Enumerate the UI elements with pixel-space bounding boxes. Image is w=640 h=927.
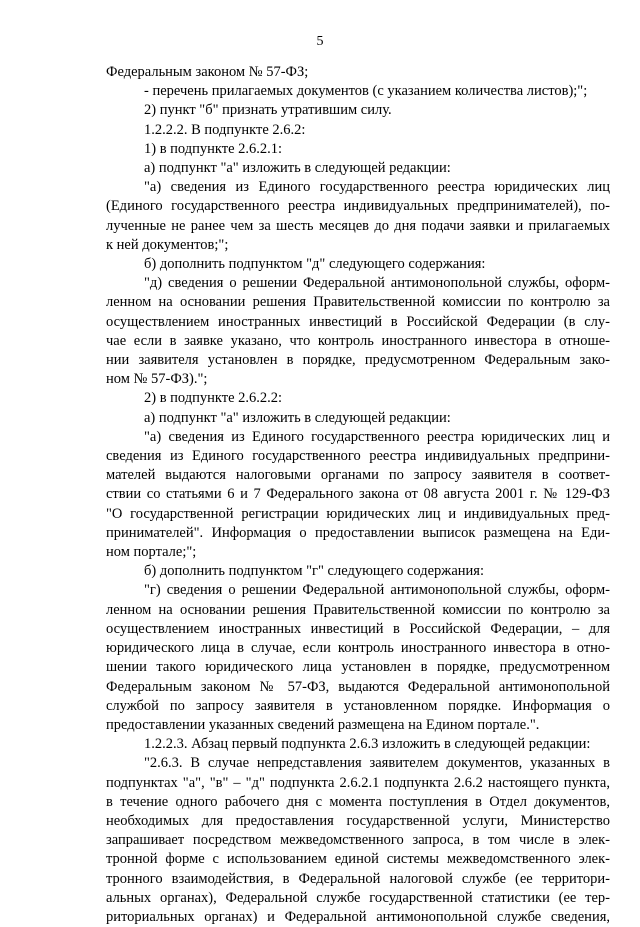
page-number: 5 — [316, 34, 324, 49]
text-line: осуществлением иностранных инвестиций в Российской Федерации (в слу- — [106, 313, 610, 330]
text-line: "О государственной регистрации юридических лиц и индивидуальных пред- — [106, 505, 610, 522]
text-line: "г) сведения о решении Федеральной антимонопольной службы, оформ- — [144, 582, 610, 599]
document-body — [106, 63, 610, 927]
text-line: Федеральным законом № 57-ФЗ, выдаются Федеральной антимонопольной — [106, 678, 610, 695]
text-line: ном портале;"; — [106, 544, 197, 561]
text-line: ленном на основании решения Правительственной комиссии по контролю за — [106, 294, 610, 311]
text-line: б) дополнить подпунктом "д" следующего содержания: — [144, 256, 486, 273]
text-line: принимателей". Информация о предоставлении выписок размещена на Еди- — [106, 524, 610, 541]
text-line: 1) в подпункте 2.6.2.1: — [144, 140, 283, 157]
text-line: а) подпункт "а" изложить в следующей редакции: — [144, 409, 451, 426]
text-line: а) подпункт "а" изложить в следующей редакции: — [144, 160, 451, 177]
text-line: лученные не ранее чем за шесть месяцев до дня подачи заявки и прилагаемых — [106, 217, 610, 234]
text-line: "а) сведения из Единого государственного реестра юридических лиц и — [144, 428, 610, 445]
text-line: запрашивает посредством межведомственного запроса, в том числе в элек- — [106, 832, 610, 849]
text-line: предоставлении указанных сведений размещена на Едином портале.". — [106, 716, 540, 733]
text-line: подпунктах "а", "в" – "д" подпункта 2.6.2.1 подпункта 2.6.2 настоящего пункта, — [106, 774, 610, 791]
text-line: б) дополнить подпунктом "г" следующего содержания: — [144, 563, 484, 580]
text-line: шении такого юридического лица установлен в порядке, предусмотренном — [106, 659, 610, 676]
text-line: необходимых для предоставления государственной услуги, Министерство — [106, 812, 610, 829]
text-line: (Единого государственного реестра индивидуальных предпринимателей), по- — [106, 198, 610, 215]
text-line: нии заявителя установлен в порядке, предусмотренном Федеральным зако- — [106, 352, 610, 369]
text-line: в течение одного рабочего дня с момента поступления в Отдел документов, — [106, 793, 610, 810]
text-line: осуществлением иностранных инвестиций в Российской Федерации, – для — [106, 620, 610, 637]
text-line: мателей выдаются налоговыми органами по запросу заявителя в соответ- — [106, 467, 610, 484]
text-line: альных органах), Федеральной службе государственной статистики (ее тер- — [106, 889, 610, 906]
text-line: к ней документов;"; — [106, 236, 229, 253]
text-line: 2) пункт "б" признать утратившим силу. — [144, 102, 392, 119]
text-line: сведения из Единого государственного реестра индивидуальных предприни- — [106, 448, 610, 465]
text-line: "2.6.3. В случае непредставления заявителем документов, указанных в — [144, 755, 610, 772]
text-line: тронного взаимодействия, в Федеральной налоговой службе (ее территори- — [106, 870, 610, 887]
text-line: ном № 57-ФЗ)."; — [106, 371, 208, 388]
text-line: 1.2.2.2. В подпункте 2.6.2: — [144, 121, 306, 138]
text-line: ствии со статьями 6 и 7 Федерального закона от 08 августа 2001 г. № 129-ФЗ — [106, 486, 610, 503]
text-line: риториальных органах) и Федеральной антимонопольной службе сведения, — [106, 908, 610, 925]
text-line: "д) сведения о решении Федеральной антимонопольной службы, оформ- — [144, 275, 610, 292]
text-line: тронной форме с использованием единой системы межведомственного элек- — [106, 851, 610, 868]
text-line: "а) сведения из Единого государственного реестра юридических лиц — [144, 179, 610, 196]
text-line: 2) в подпункте 2.6.2.2: — [144, 390, 283, 407]
text-line: чае если в заявке указано, что контроль иностранного инвестора в отноше- — [106, 332, 610, 349]
text-line: службой по запросу заявителя в установленном порядке. Информация о — [106, 697, 610, 714]
text-line: юридического лица в случае, если контроль иностранного инвестора в отно- — [106, 640, 610, 657]
text-line: Федеральным законом № 57-ФЗ; — [106, 64, 309, 80]
text-line: 1.2.2.3. Абзац первый подпункта 2.6.3 изложить в следующей редакции: — [144, 736, 591, 753]
text-line: - перечень прилагаемых документов (с указанием количества листов);"; — [144, 83, 588, 100]
text-line: ленном на основании решения Правительственной комиссии по контролю за — [106, 601, 610, 618]
